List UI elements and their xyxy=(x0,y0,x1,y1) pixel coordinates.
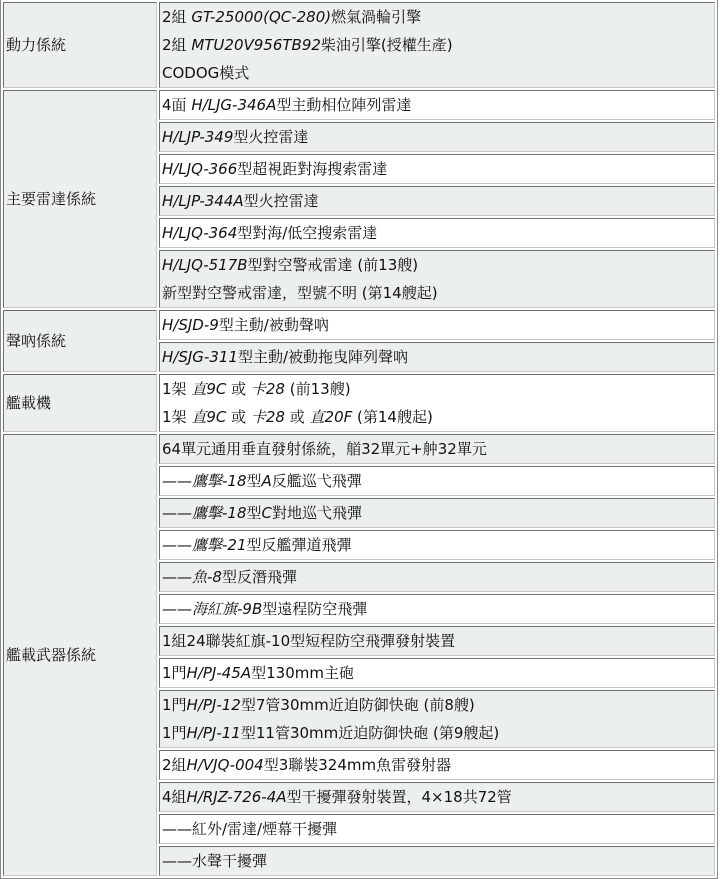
spec-value-cell xyxy=(159,562,715,592)
model-designation: 卡28 xyxy=(250,380,285,398)
spec-text: 或 xyxy=(284,408,310,426)
spec-line xyxy=(162,435,712,463)
spec-line xyxy=(162,91,712,119)
model-designation: H/RJZ-726-4A xyxy=(186,788,287,806)
spec-value-cell xyxy=(159,530,715,560)
model-designation: H/LJP-349 xyxy=(162,128,234,146)
spec-line xyxy=(162,847,712,875)
spec-text: 4組 xyxy=(162,788,187,806)
spec-line xyxy=(162,219,712,247)
model-designation: 魚-8 xyxy=(192,568,222,586)
category-cell: 主要雷達係統 xyxy=(3,90,157,308)
spec-value-cell xyxy=(159,626,715,656)
spec-line xyxy=(162,627,712,655)
model-designation: A xyxy=(261,472,272,490)
model-designation: 鷹擊-18 xyxy=(192,504,247,522)
model-designation: GT-25000(QC-280) xyxy=(191,8,332,26)
spec-text: 對地巡弋飛彈 xyxy=(272,504,363,522)
spec-value-cell xyxy=(159,466,715,496)
spec-text: —— xyxy=(162,504,192,522)
spec-line xyxy=(162,375,712,403)
spec-text: 1架 xyxy=(162,408,192,426)
model-designation: H/SJG-311 xyxy=(162,348,238,366)
model-designation: H/LJG-346A xyxy=(191,96,277,114)
model-designation: H/LJP-344A xyxy=(162,192,244,210)
model-designation: H/LJQ-366 xyxy=(162,160,238,178)
spec-value-cell xyxy=(159,310,715,340)
model-designation: 直9C xyxy=(191,408,227,426)
spec-value-cell xyxy=(159,690,715,748)
table-row xyxy=(3,434,715,464)
spec-line xyxy=(162,31,712,59)
spec-value-cell xyxy=(159,498,715,528)
spec-text: 64單元通用垂直發射係統，艏32單元+舯32單元 xyxy=(162,440,487,458)
spec-text: 1組24聯裝紅旗-10型短程防空飛彈發射裝置 xyxy=(162,632,456,650)
spec-line xyxy=(162,751,712,779)
spec-value-cell xyxy=(159,594,715,624)
spec-line xyxy=(162,467,712,495)
spec-text: —— xyxy=(162,568,192,586)
spec-text: 型 xyxy=(246,472,262,490)
spec-text: 柴油引擎(授權生產) xyxy=(320,36,453,54)
model-designation: H/LJQ-364 xyxy=(162,224,238,242)
spec-value-cell xyxy=(159,154,715,184)
spec-text: 型反艦彈道飛彈 xyxy=(246,536,352,554)
model-designation: 鷹擊-18 xyxy=(192,472,247,490)
spec-text: —— xyxy=(162,536,192,554)
category-cell: 艦載機 xyxy=(3,374,157,432)
spec-text: 型11管30mm近迫防御快砲 (第9艘起) xyxy=(240,724,500,742)
spec-text: 1架 xyxy=(162,380,192,398)
model-designation: C xyxy=(261,504,272,522)
model-designation: H/VJQ-004 xyxy=(186,756,264,774)
spec-value-cell xyxy=(159,658,715,688)
spec-text: —— xyxy=(162,472,192,490)
spec-text: ——水聲干擾彈 xyxy=(162,852,268,870)
spec-value-cell xyxy=(159,750,715,780)
spec-text: CODOG模式 xyxy=(162,64,250,82)
spec-text: 型主動/被動拖曳陣列聲吶 xyxy=(237,348,409,366)
spec-text: (第14艘起) xyxy=(352,408,433,426)
spec-text: 反艦巡弋飛彈 xyxy=(271,472,362,490)
spec-line xyxy=(162,595,712,623)
spec-text: 型主動相位陣列雷達 xyxy=(276,96,412,114)
spec-line xyxy=(162,403,712,431)
spec-text: 型遠程防空飛彈 xyxy=(262,600,368,618)
spec-line xyxy=(162,659,712,687)
table-row xyxy=(3,90,715,120)
spec-text: 型3聯裝324mm魚雷發射器 xyxy=(263,756,452,774)
spec-line xyxy=(162,3,712,31)
spec-value-cell xyxy=(159,186,715,216)
model-designation: H/SJD-9 xyxy=(162,316,219,334)
spec-line xyxy=(162,815,712,843)
spec-value-cell xyxy=(159,90,715,120)
model-designation: H/PJ-12 xyxy=(186,696,241,714)
spec-line xyxy=(162,563,712,591)
spec-line xyxy=(162,123,712,151)
spec-text: 型130mm主砲 xyxy=(251,664,354,682)
spec-line xyxy=(162,187,712,215)
spec-line xyxy=(162,499,712,527)
spec-text: 4面 xyxy=(162,96,192,114)
spec-line xyxy=(162,531,712,559)
spec-text: 2組 xyxy=(162,756,187,774)
table-row xyxy=(3,310,715,340)
spec-line xyxy=(162,719,712,747)
spec-text: 2組 xyxy=(162,36,192,54)
spec-line xyxy=(162,155,712,183)
spec-value-cell xyxy=(159,218,715,248)
model-designation: MTU20V956TB92 xyxy=(191,36,321,54)
spec-text: 型火控雷達 xyxy=(233,128,309,146)
spec-text: 型7管30mm近迫防御快砲 (前8艘) xyxy=(240,696,475,714)
spec-text: 型 xyxy=(246,504,262,522)
model-designation: 鷹擊-21 xyxy=(192,536,247,554)
spec-value-cell xyxy=(159,782,715,812)
model-designation: 卡28 xyxy=(250,408,285,426)
spec-line xyxy=(162,343,712,371)
spec-text: (前13艘) xyxy=(284,380,351,398)
model-designation: 直9C xyxy=(191,380,227,398)
spec-line xyxy=(162,251,712,279)
model-designation: H/LJQ-517B xyxy=(162,256,248,274)
model-designation: 直20F xyxy=(309,408,353,426)
spec-text: 1門 xyxy=(162,664,187,682)
spec-value-cell xyxy=(159,122,715,152)
spec-text: 或 xyxy=(226,380,251,398)
spec-text: 型超視距對海搜索雷達 xyxy=(237,160,388,178)
spec-line xyxy=(162,279,712,307)
model-designation: H/PJ-11 xyxy=(186,724,241,742)
spec-text: 燃氣渦輪引擎 xyxy=(331,8,422,26)
spec-line xyxy=(162,59,712,87)
spec-value-cell xyxy=(159,342,715,372)
spec-value-cell xyxy=(159,846,715,876)
spec-text: 型對空警戒雷達 (前13艘) xyxy=(247,256,419,274)
category-cell: 艦載武器係統 xyxy=(3,434,157,876)
spec-line xyxy=(162,783,712,811)
model-designation: 海紅旗-9B xyxy=(192,600,263,618)
spec-text: ——紅外/雷達/煙幕干擾彈 xyxy=(162,820,338,838)
table-row xyxy=(3,374,715,432)
spec-text: 或 xyxy=(226,408,251,426)
spec-text: 1門 xyxy=(162,724,187,742)
spec-text: 型火控雷達 xyxy=(243,192,319,210)
spec-text: 2組 xyxy=(162,8,192,26)
spec-text: 新型對空警戒雷達，型號不明 (第14艘起) xyxy=(162,284,438,302)
spec-value-cell xyxy=(159,250,715,308)
category-cell: 聲吶係統 xyxy=(3,310,157,372)
spec-text: 型干擾彈發射裝置，4×18共72管 xyxy=(286,788,512,806)
model-designation: H/PJ-45A xyxy=(186,664,252,682)
spec-line xyxy=(162,691,712,719)
category-cell: 動力係統 xyxy=(3,2,157,88)
spec-line xyxy=(162,311,712,339)
spec-text: 型主動/被動聲吶 xyxy=(218,316,329,334)
spec-text: —— xyxy=(162,600,192,618)
specification-table-body xyxy=(3,2,715,876)
table-row xyxy=(3,2,715,88)
spec-text: 型對海/低空搜索雷達 xyxy=(237,224,378,242)
spec-value-cell xyxy=(159,434,715,464)
spec-value-cell xyxy=(159,374,715,432)
spec-text: 型反潛飛彈 xyxy=(221,568,297,586)
spec-value-cell xyxy=(159,2,715,88)
spec-text: 1門 xyxy=(162,696,187,714)
spec-value-cell xyxy=(159,814,715,844)
